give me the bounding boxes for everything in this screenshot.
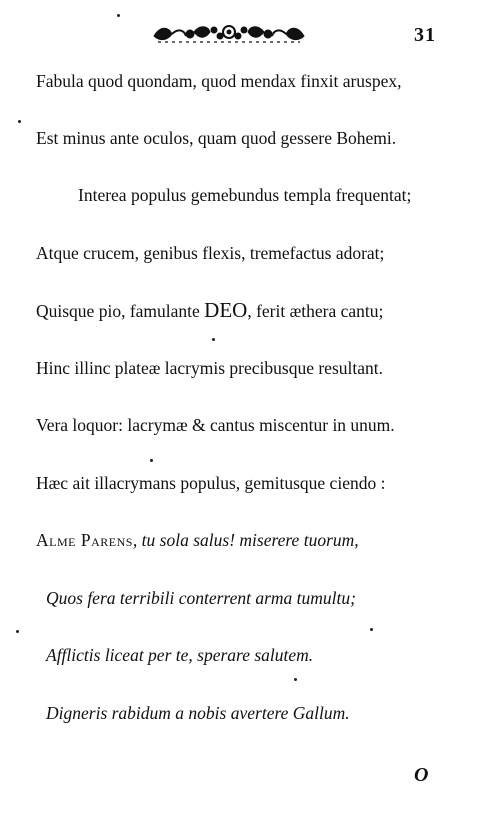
verse-line: Vera loquor: lacrymæ & cantus miscentur in unum. bbox=[36, 415, 395, 435]
verse-line: Interea populus gemebundus templa frequentat; bbox=[78, 185, 412, 205]
ink-speck bbox=[117, 14, 120, 17]
verse-line: Est minus ante oculos, quam quod gessere Bohemi. bbox=[36, 128, 397, 148]
verse-line: Quos fera terribili conterrent arma tumultu; bbox=[46, 588, 356, 608]
verse-line: Hinc illinc plateæ lacrymis precibusque resultant. bbox=[36, 358, 383, 378]
ink-speck bbox=[150, 459, 153, 462]
verse-line: Fabula quod quondam, quod mendax finxit aruspex, bbox=[36, 71, 402, 91]
floral-headpiece-icon bbox=[150, 18, 308, 48]
verse-small-caps: Alme Parens bbox=[36, 530, 133, 550]
verse-text: Quisque pio, famulante bbox=[36, 301, 205, 321]
page-number: 31 bbox=[414, 24, 436, 46]
catchword: O bbox=[414, 764, 429, 786]
verse-line: Digneris rabidum a nobis avertere Gallum. bbox=[46, 703, 350, 723]
ink-speck bbox=[18, 120, 21, 123]
verse-emphasis: DEO bbox=[204, 298, 248, 322]
verse-line: Hæc ait illacrymans populus, gemitusque ciendo : bbox=[36, 473, 386, 493]
ink-speck bbox=[16, 630, 19, 633]
verse-italic: , tu sola salus! miserere tuorum, bbox=[132, 530, 359, 550]
verse-line: Atque crucem, genibus flexis, tremefactus adorat; bbox=[36, 243, 385, 263]
ink-speck bbox=[212, 338, 215, 341]
verse-line bbox=[36, 529, 359, 551]
ink-speck bbox=[294, 678, 297, 681]
ink-speck bbox=[370, 628, 373, 631]
verse-line: Afflictis liceat per te, sperare salutem. bbox=[46, 645, 314, 665]
verse-text: , ferit æthera cantu; bbox=[247, 301, 384, 321]
verse-line bbox=[36, 299, 383, 322]
